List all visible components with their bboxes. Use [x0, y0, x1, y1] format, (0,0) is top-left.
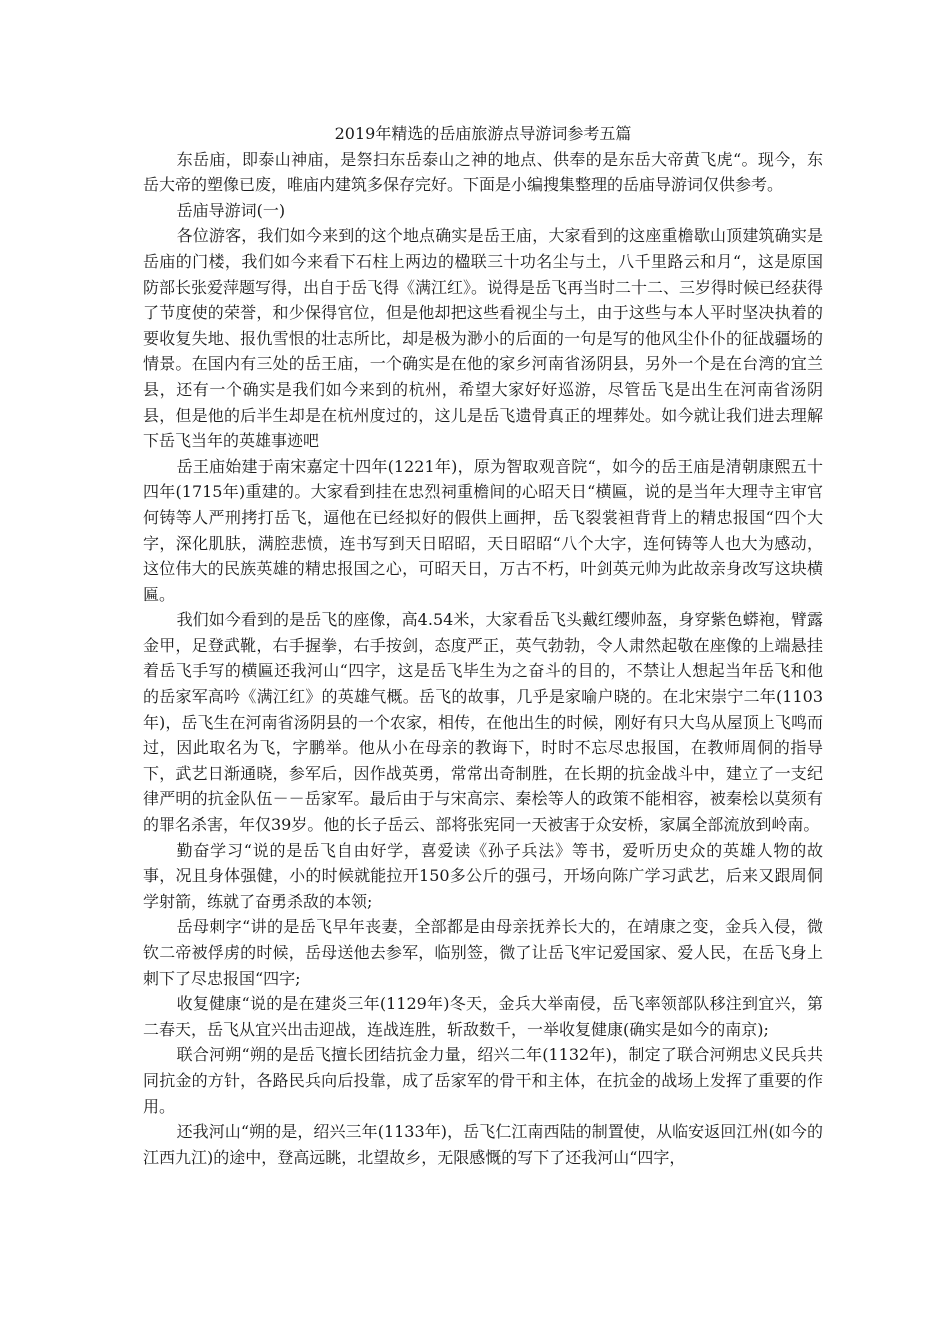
intro-paragraph: 东岳庙，即泰山神庙，是祭扫东岳泰山之神的地点、供奉的是东岳大帝黄飞虎“。现今，东岳大帝的塑像已废，唯庙内建筑多保存完好。下面是小编搜集整理的岳庙导游词仅供参考。	[143, 149, 823, 195]
body-paragraph: 勤奋学习“说的是岳飞自由好学，喜爱读《孙子兵法》等书，爱听历史众的英雄人物的故事，况且身体强健，小的时候就能拉开150多公斤的强弓，开场向陈广学习武艺，后来又跟周侗学射箭，练就了奋勇杀敌的本领;	[143, 840, 823, 911]
body-paragraph: 岳母刺字“讲的是岳飞早年丧妻，全部都是由母亲抚养长大的，在靖康之变，金兵入侵，微钦二帝被俘虏的时候，岳母送他去参军，临别签，微了让岳飞牢记爱国家、爱人民，在岳飞身上刺下了尽忠报国“四字;	[143, 917, 823, 988]
body-paragraph: 收复健康“说的是在建炎三年(1129年)冬天，金兵大举南侵，岳飞率领部队移注到宜兴，第二春天，岳飞从宜兴出击迎战，连战连胜，斩敌数千，一举收复健康(确实是如今的南京);	[143, 994, 823, 1039]
body-paragraph: 还我河山“朔的是，绍兴三年(1133年)，岳飞仁江南西陆的制置使，从临安返回江州(如今的江西九江)的途中，登高远眺，北望故乡，无限感慨的写下了还我河山“四字，	[143, 1122, 823, 1167]
document-body	[143, 121, 823, 1170]
body-paragraph: 各位游客，我们如今来到的这个地点确实是岳王庙，大家看到的这座重檐歇山顶建筑确实是岳庙的门楼，我们如今来看下石柱上两边的楹联三十功名尘与土，八千里路云和月“，这是原国防部长张爱萍题写得，出自于岳飞得《满江红》。说得是岳飞再当时二十二、三岁得时候已经获得了节度使的荣誉，和少保得官位，但是他却把这些看视尘与土，由于这些与本人平时坚决执着的要收复失地、报仇雪恨的壮志所比，却是极为渺小的后面的一句是写的他风尘仆仆的征战疆场的情景。在国内有三处的岳王庙，一个确实是在他的家乡河南省汤阴县，另外一个是在台湾的宜兰县，还有一个确实是我们如今来到的杭州，希望大家好好巡游，尽管岳飞是出生在河南省汤阴县，但是他的后半生却是在杭州度过的，这儿是岳飞遗骨真正的埋葬处。如今就让我们进去理解下岳飞当年的英雄事迹吧	[143, 226, 824, 451]
body-paragraph: 联合河朔“朔的是岳飞擅长团结抗金力量，绍兴二年(1132年)，制定了联合河朔忠义民兵共同抗金的方针，各路民兵向后投靠，成了岳家军的骨干和主体，在抗金的战场上发挥了重要的作用。	[143, 1045, 823, 1116]
body-paragraph: 我们如今看到的是岳飞的座像，高4.54米，大家看岳飞头戴红缨帅盔，身穿紫色蟒袍，臂露金甲，足登武靴，右手握拳，右手按剑，态度严正，英气勃勃，令人肃然起敬在座像的上端悬挂着岳飞手写的横匾还我河山“四字，这是岳飞毕生为之奋斗的目的，不禁让人想起当年岳飞和他的岳家军高吟《满江红》的英雄气概。岳飞的故事，几乎是家喻户晓的。在北宋崇宁二年(1103年)，岳飞生在河南省汤阴县的一个农家，相传，在他出生的时候，刚好有只大鸟从屋顶上飞鸣而过，因此取名为飞，字鹏举。他从小在母亲的教诲下，时时不忘尽忠报国，在教师周侗的指导下，武艺日渐通晓，参军后，因作战英勇，常常出奇制胜，在长期的抗金战斗中，建立了一支纪律严明的抗金队伍－－岳家军。最后由于与宋高宗、秦桧等人的政策不能相容，被秦桧以莫须有的罪名杀害，年仅39岁。他的长子岳云、部将张宪同一天被害于众安桥，家属全部流放到岭南。	[143, 610, 823, 835]
document-title: 2019年精选的岳庙旅游点导游词参考五篇	[334, 124, 632, 143]
body-paragraph: 岳王庙始建于南宋嘉定十四年(1221年)，原为智取观音院“，如今的岳王庙是清朝康熙五十四年(1715年)重建的。大家看到挂在忠烈祠重檐间的心昭天日“横匾，说的是当年大理寺主审官何铸等人严刑拷打岳飞，逼他在已经拟好的假供上画押，岳飞裂裳袒背背上的精忠报国“四个大字，深化肌肤，满腔悲愤，连书写到天日昭昭，天日昭昭“八个大字，连何铸等人也大为感动，这位伟大的民族英雄的精忠报国之心，可昭天日，万古不朽，叶剑英元帅为此故亲身改写这块横匾。	[143, 456, 823, 604]
section-heading: 岳庙导游词(一)	[176, 200, 286, 220]
